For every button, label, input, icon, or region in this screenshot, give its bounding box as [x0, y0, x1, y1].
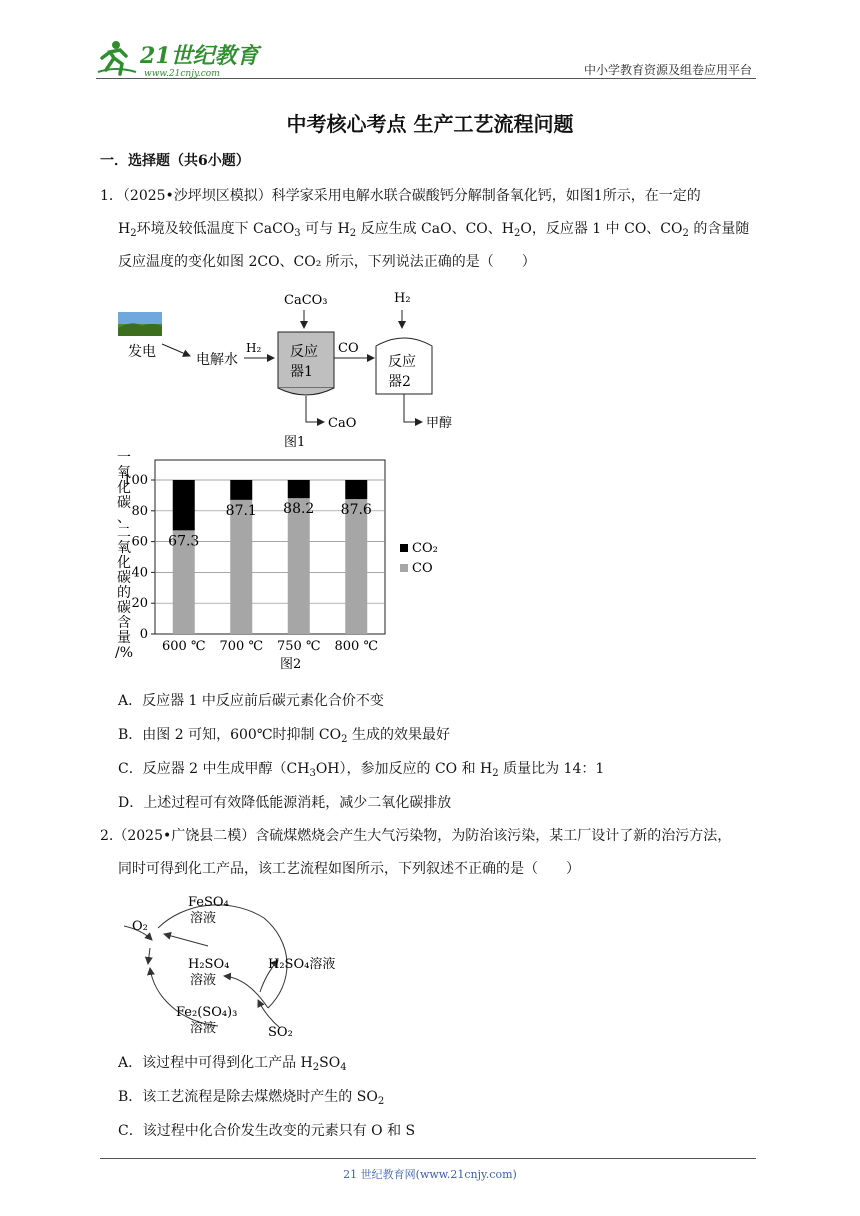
page-title: 中考核心考点 生产工艺流程问题 [286, 112, 574, 136]
h2-input-label: H₂ [246, 341, 262, 355]
y-axis-label-char: 的 [117, 585, 131, 601]
y-axis-label-char: 碳 [117, 495, 131, 511]
y-axis-label-char: 化 [117, 480, 131, 496]
figure-1-caption: 图1 [284, 435, 306, 450]
legend [400, 541, 438, 576]
q1-option-c[interactable]: C．反应器 2 中生成甲醇$(CH_3OH)$，参加反应的 CO 和 $H_2$ 质量比为 14：1 [118, 761, 605, 779]
x-tick-label: 700 ℃ [219, 639, 263, 654]
header-divider [96, 78, 756, 79]
svg-text:溶液: 溶液 [190, 1021, 217, 1036]
figure-q2-cycle [118, 888, 358, 1042]
x-tick-label: 750 ℃ [277, 639, 321, 654]
data-label: 88.2 [283, 501, 315, 518]
section-heading: 一．选择题（共6小题） [100, 153, 250, 169]
q1-option-a[interactable]: A．反应器 1 中反应前后碳元素化合价不变 [118, 693, 384, 709]
y-axis-label-char: 碳 [117, 570, 131, 586]
caco3-label: CaCO₃ [284, 293, 328, 308]
legend-swatch [400, 564, 408, 572]
x-tick-label: 600 ℃ [162, 639, 206, 654]
data-label: 87.6 [340, 502, 372, 519]
y-axis-label-char: 、 [117, 510, 131, 526]
y-tick-label: 60 [131, 534, 148, 550]
legend-label: CO₂ [412, 541, 438, 556]
q1-line3: 反应温度的变化如图 2CO、CO₂ 所示，下列说法正确的是（ ） [118, 254, 536, 270]
q1-line2: $H_2$环境及较低温度下 CaCO$_3$ 可与 $H_2$ 反应生成 CaO、CO、$H_2O$，反应器 1 中 CO、$CO_2$ 的含量随 [118, 221, 750, 239]
data-label: 67.3 [168, 533, 200, 550]
electrolysis-label: 电解水 [196, 352, 238, 368]
bar-co [230, 500, 252, 634]
bar-co2 [288, 480, 310, 498]
bar-co2 [230, 480, 252, 500]
y-axis-label-char: /% [114, 645, 134, 661]
footer-divider [100, 1158, 756, 1159]
svg-text:H₂SO₄: H₂SO₄ [188, 957, 230, 972]
x-tick-label: 800 ℃ [334, 639, 378, 654]
so2-label: SO₂ [268, 1025, 293, 1040]
platform-name: 中小学教育资源及组卷应用平台 [583, 63, 752, 77]
q2-line1: 2.（2025•广饶县二模）含硫煤燃烧会产生大气污染物，为防治该污染，某工厂设计了新的治污方法， [100, 828, 732, 844]
y-tick-label: 0 [139, 627, 148, 642]
y-tick-label: 40 [131, 565, 148, 581]
logo-url: www.21cnjy.com [144, 69, 220, 79]
q2-option-a[interactable]: A．该过程中可得到化工产品 $H_2SO_4$ [118, 1055, 347, 1073]
landscape-image [118, 312, 162, 336]
svg-text:溶液: 溶液 [190, 911, 217, 926]
q2-option-b[interactable]: B．该工艺流程是除去煤燃烧时产生的 $SO_2$ [118, 1089, 385, 1107]
q1-option-b[interactable]: B．由图 2 可知，600℃时抑制 $CO_2$ 生成的效果最好 [118, 727, 450, 745]
y-tick-label: 80 [131, 503, 148, 519]
y-axis-label-char: 氧 [117, 540, 131, 556]
q2-option-c[interactable]: C．该过程中化合价发生改变的元素只有 O 和 S [118, 1123, 416, 1139]
reactor-2 [376, 338, 432, 394]
q2-line2: 同时可得到化工产品，该工艺流程如图所示，下列叙述不正确的是（ ） [118, 861, 580, 877]
svg-text:反应: 反应 [388, 354, 416, 370]
figure-1-flow [112, 284, 472, 454]
y-tick-label: 20 [131, 596, 148, 612]
data-label: 87.1 [225, 502, 257, 519]
svg-text:溶液: 溶液 [190, 973, 217, 988]
bar-co [345, 499, 367, 634]
y-axis-label-char: 含 [117, 615, 131, 631]
methanol-label: 甲醇 [426, 416, 453, 431]
y-axis-label-char: 一 [117, 452, 131, 466]
y-axis-label-char: 碳 [117, 600, 131, 616]
y-axis-label-char: 氧 [117, 465, 131, 481]
bar-co2 [173, 480, 195, 530]
reactor-1 [278, 332, 334, 395]
legend-label: CO [412, 561, 433, 576]
svg-text:Fe₂(SO₄)₃: Fe₂(SO₄)₃ [176, 1005, 238, 1020]
site-logo [96, 36, 266, 80]
h2so4-output-label: H₂SO₄溶液 [268, 957, 336, 972]
svg-text:器1: 器1 [290, 364, 313, 380]
q1-line1: 1．（2025•沙坪坝区模拟）科学家采用电解水联合碳酸钙分解制备氧化钙，如图1所示，在一定的 [100, 188, 701, 204]
y-axis-label-char: 量 [117, 630, 131, 646]
bar-co2 [345, 480, 367, 499]
runner-icon [98, 41, 136, 74]
o2-label: O₂ [132, 919, 148, 934]
svg-text:FeSO₄: FeSO₄ [188, 895, 229, 910]
bar-co [288, 498, 310, 634]
figure-2-caption: 图2 [280, 657, 302, 672]
q1-option-d[interactable]: D．上述过程可有效降低能源消耗，减少二氧化碳排放 [118, 795, 452, 811]
legend-swatch [400, 544, 408, 552]
y-axis-label-char: 二 [117, 525, 131, 541]
power-label: 发电 [128, 344, 156, 360]
y-tick-label: 100 [123, 473, 148, 488]
h2-top-label: H₂ [394, 291, 411, 306]
cao-label: CaO [328, 416, 357, 431]
y-axis-label-char: 化 [117, 555, 131, 571]
svg-text:反应: 反应 [290, 344, 318, 360]
svg-text:器2: 器2 [388, 374, 411, 390]
co-label: CO [338, 341, 359, 356]
logo-text: 21世纪教育 [140, 43, 259, 69]
figure-2-chart [110, 452, 450, 684]
footer-text: 21 世纪教育网(www.21cnjy.com) [343, 1168, 517, 1181]
